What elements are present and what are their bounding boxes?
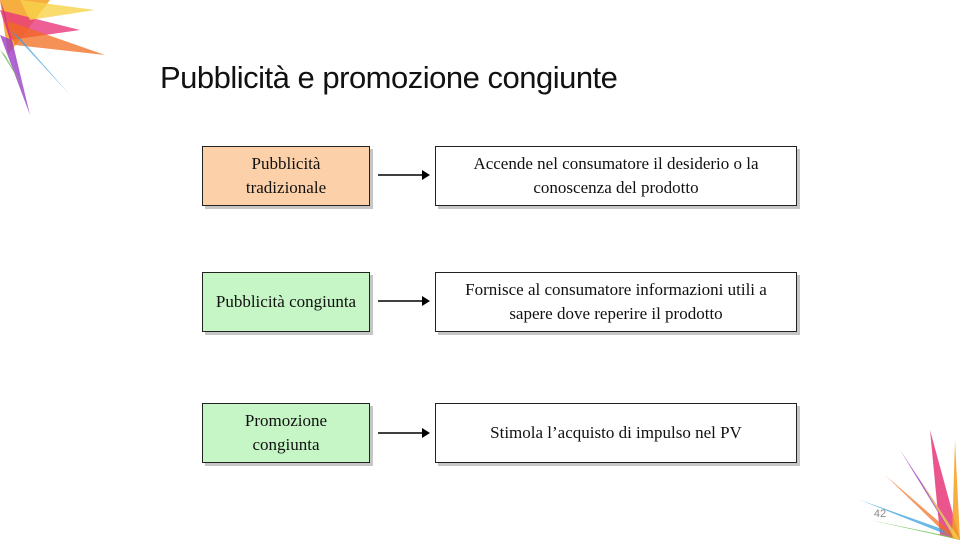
decorative-rays-bottom-right (840, 420, 960, 540)
arrow-right-icon (378, 168, 430, 182)
box-pubblicita-tradizionale: Pubblicità tradizionale (202, 146, 370, 206)
slide-title: Pubblicità e promozione congiunte (160, 60, 618, 95)
page-number: 42 (873, 508, 887, 520)
arrow-right-icon (378, 294, 430, 308)
arrow-right-icon (378, 426, 430, 440)
box-desc-tradizionale: Accende nel consumatore il desiderio o la conoscenza del prodotto (435, 146, 797, 206)
box-pubblicita-congiunta: Pubblicità congiunta (202, 272, 370, 332)
decorative-rays-top-left (0, 0, 120, 120)
box-desc-pubblicita-congiunta: Fornisce al consumatore informazioni utili a sapere dove reperire il prodotto (435, 272, 797, 332)
box-desc-promozione-congiunta: Stimola l’acquisto di impulso nel PV (435, 403, 797, 463)
box-promozione-congiunta: Promozione congiunta (202, 403, 370, 463)
